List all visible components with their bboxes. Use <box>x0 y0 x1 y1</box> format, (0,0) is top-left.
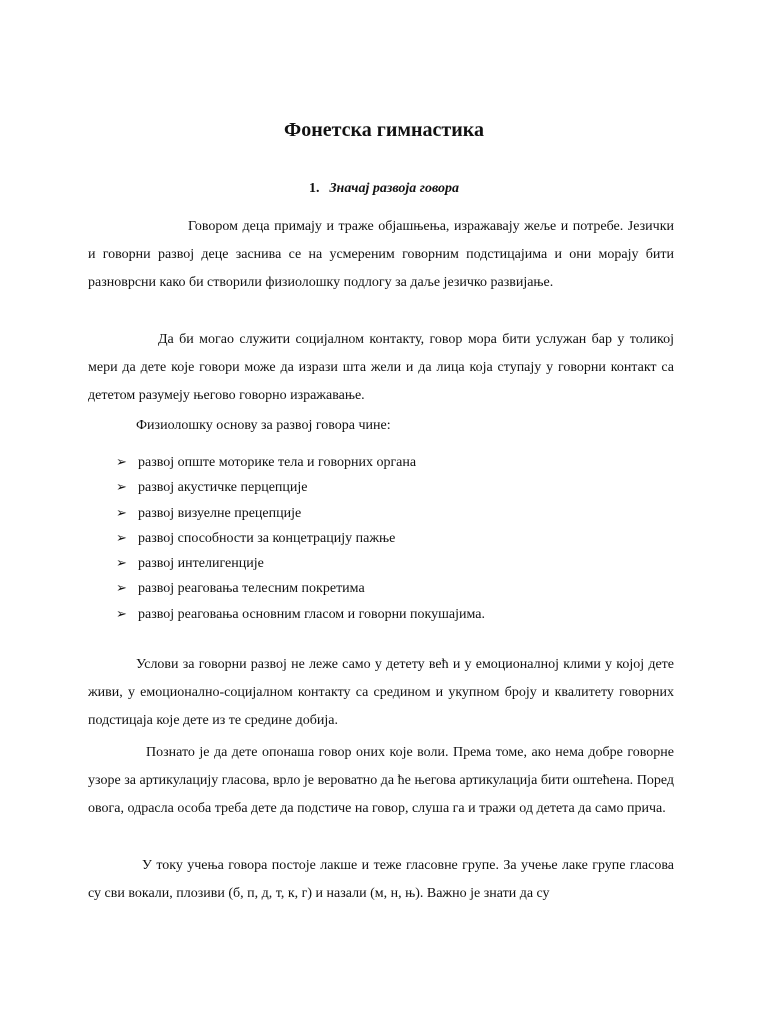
paragraph-4: Услови за говорни развој не леже само у детету већ и у емоционалној клими у којој дете живи, у емоционално-социјалном контакту са средином и укупном броју и квалитету говорних подстицаја које дете из те средине добија. <box>88 657 674 728</box>
list-item-text: развој визуелне прецепције <box>138 505 302 521</box>
list-item <box>116 602 676 627</box>
arrow-bullet-icon: ➢ <box>116 480 127 496</box>
section-number: 1. <box>308 181 320 196</box>
list-item-text: развој интелигенције <box>138 556 264 572</box>
arrow-bullet-icon: ➢ <box>116 606 127 622</box>
paragraph-1: Говором деца примају и траже објашњења, изражавају жеље и потребе. Језички и говорни развој деце заснива се на усмереним говорним подстицајима и они морају бити разноврсни како би створили физиолошку подлогу за даље језичко развијање. <box>88 219 674 290</box>
list-item <box>116 450 676 475</box>
section-heading <box>0 179 768 199</box>
list-item <box>116 526 676 551</box>
paragraph-6: У току учења говора постоје лакше и теже гласовне групе. За учење лаке групе гласова су сви вокали, плозиви (б, п, д, т, к, г) и назали (м, н, њ). Важно је знати да су <box>88 858 674 901</box>
arrow-bullet-icon: ➢ <box>116 455 127 470</box>
arrow-bullet-icon: ➢ <box>116 530 127 546</box>
development-list <box>116 450 676 627</box>
list-item-text: развој реаговања телесним покретима <box>138 581 365 597</box>
list-item <box>116 475 676 500</box>
list-item-text: развој способности за концетрацију пажње <box>138 530 396 546</box>
list-item-text: развој опште моторике тела и говорних органа <box>138 455 417 470</box>
arrow-bullet-icon: ➢ <box>116 581 127 597</box>
list-item <box>116 551 676 576</box>
document-title: Фонетска гимнастика <box>284 119 484 141</box>
paragraph-5: Познато је да дете опонаша говор оних које воли. Према томе, ако нема добре говорне узоре за артикулацију гласова, врло је вероватно да ће његова артикулација бити оштећена. Поред овога, одрасла особа треба дете да подстиче на говор, слуша га и тражи од детета да само прича. <box>88 745 674 816</box>
list-item-text: развој реаговања основним гласом и говорни покушајима. <box>138 606 485 622</box>
list-item <box>116 501 676 526</box>
section-title: Значај развоја говора <box>329 181 460 196</box>
list-item-text: развој акустичке перцепције <box>138 480 308 496</box>
paragraph-2: Да би могао служити социјалном контакту, говор мора бити услужан бар у толикој мери да дете које говори може да изрази шта жели и да лица која ступају у говорни контакт са дететом разумеју његово говорно изражавање. <box>88 332 674 403</box>
arrow-bullet-icon: ➢ <box>116 505 127 521</box>
paragraph-3: Физиолошку основу за развој говора чине: <box>136 418 391 433</box>
list-item <box>116 576 676 601</box>
arrow-bullet-icon: ➢ <box>116 556 127 572</box>
